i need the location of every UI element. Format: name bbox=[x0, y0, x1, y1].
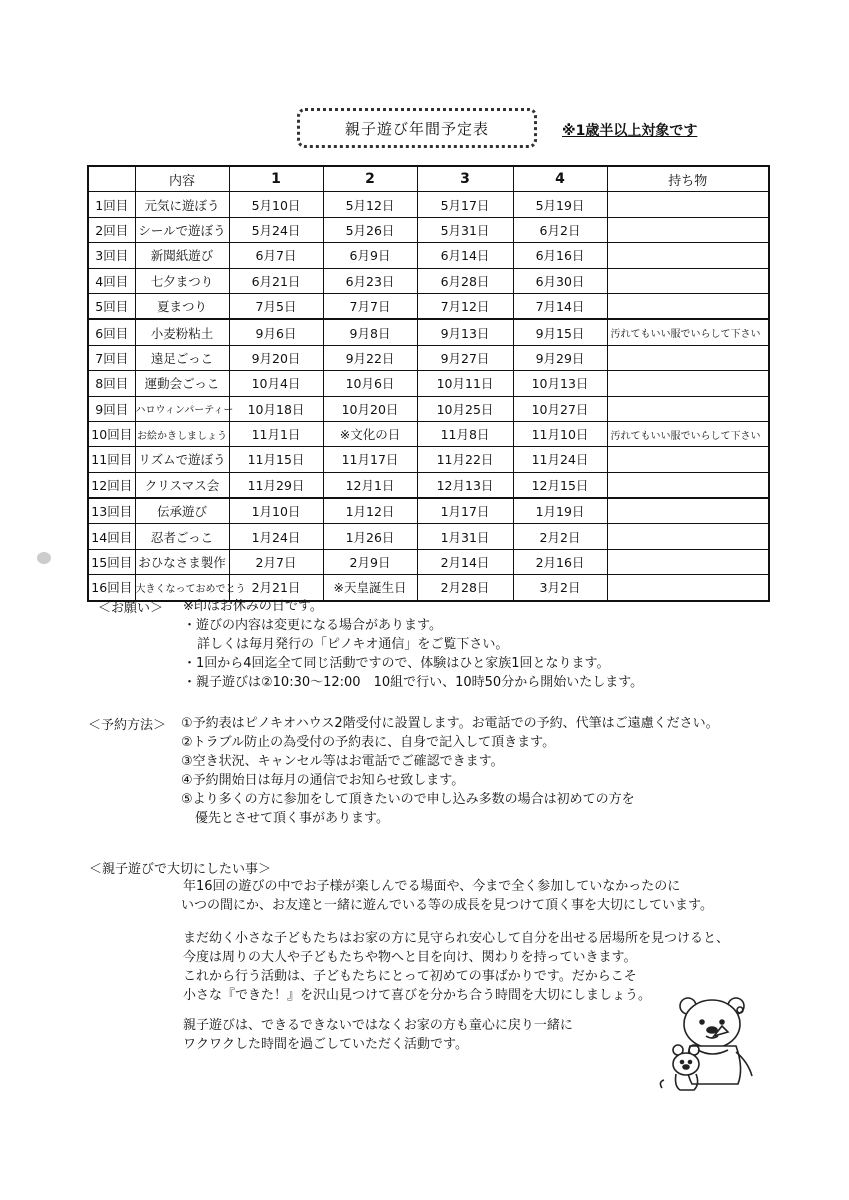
date-week-3: 10月25日 bbox=[417, 396, 513, 421]
date-week-4: 6月16日 bbox=[513, 243, 607, 268]
row-number: 2回目 bbox=[88, 217, 135, 242]
date-week-1: 2月7日 bbox=[229, 549, 323, 574]
date-week-1: 9月20日 bbox=[229, 345, 323, 370]
reservation-line: ③空き状況、キャンセル等はお電話でご確認できます。 bbox=[181, 754, 504, 769]
date-week-1: 9月6日 bbox=[229, 319, 323, 345]
items-to-bring bbox=[607, 396, 769, 421]
activity-name: 夏まつり bbox=[135, 293, 229, 319]
reservation-list bbox=[181, 714, 719, 828]
date-week-4: 6月30日 bbox=[513, 268, 607, 293]
date-week-2: 5月26日 bbox=[323, 217, 417, 242]
date-week-4: 1月19日 bbox=[513, 498, 607, 524]
date-week-4: 12月15日 bbox=[513, 472, 607, 498]
date-week-4: 10月27日 bbox=[513, 396, 607, 421]
important-line: いつの間にか、お友達と一緒に遊んでいる等の成長を見つけて頂く事を大切にしています。 bbox=[181, 898, 713, 913]
date-week-1: 1月10日 bbox=[229, 498, 323, 524]
row-number: 11回目 bbox=[88, 447, 135, 472]
date-week-1: 6月21日 bbox=[229, 268, 323, 293]
date-week-3: 9月13日 bbox=[417, 319, 513, 345]
date-week-1: 5月10日 bbox=[229, 192, 323, 217]
row-number: 6回目 bbox=[88, 319, 135, 345]
date-week-1: 11月15日 bbox=[229, 447, 323, 472]
reservation-line: 優先とさせて頂く事があります。 bbox=[195, 811, 389, 826]
header-week-4: 4 bbox=[513, 166, 607, 192]
requests-title: ＜お願い＞ bbox=[98, 601, 164, 616]
request-line: ・1回から4回迄全て同じ活動ですので、体験はひと家族1回となります。 bbox=[183, 656, 610, 671]
table-row bbox=[88, 421, 769, 446]
activity-name: リズムで遊ぼう bbox=[135, 447, 229, 472]
date-week-4: 2月16日 bbox=[513, 549, 607, 574]
date-week-1: 2月21日 bbox=[229, 575, 323, 601]
activity-name: 運動会ごっこ bbox=[135, 371, 229, 396]
row-number: 5回目 bbox=[88, 293, 135, 319]
activity-name: クリスマス会 bbox=[135, 472, 229, 498]
row-number: 15回目 bbox=[88, 549, 135, 574]
date-week-1: 6月7日 bbox=[229, 243, 323, 268]
activity-name: 大きくなっておめでとう bbox=[135, 575, 229, 601]
date-week-1: 5月24日 bbox=[229, 217, 323, 242]
date-week-4: 10月13日 bbox=[513, 371, 607, 396]
table-row bbox=[88, 319, 769, 345]
date-week-3: 11月22日 bbox=[417, 447, 513, 472]
activity-name: 遠足ごっこ bbox=[135, 345, 229, 370]
date-week-3: 6月14日 bbox=[417, 243, 513, 268]
reservation-line: ①予約表はピノキオハウス2階受付に設置します。お電話での予約、代筆はご遠慮ください。 bbox=[181, 716, 719, 731]
row-number: 8回目 bbox=[88, 371, 135, 396]
date-week-2: 11月17日 bbox=[323, 447, 417, 472]
date-week-1: 10月4日 bbox=[229, 371, 323, 396]
activity-name: お絵かきしましょう bbox=[135, 421, 229, 446]
table-row bbox=[88, 524, 769, 549]
items-to-bring bbox=[607, 371, 769, 396]
items-to-bring bbox=[607, 293, 769, 319]
date-week-1: 10月18日 bbox=[229, 396, 323, 421]
date-week-2: 12月1日 bbox=[323, 472, 417, 498]
row-number: 3回目 bbox=[88, 243, 135, 268]
date-week-2: 9月22日 bbox=[323, 345, 417, 370]
activity-name: 七夕まつり bbox=[135, 268, 229, 293]
items-to-bring bbox=[607, 243, 769, 268]
date-week-2: 6月9日 bbox=[323, 243, 417, 268]
row-number: 4回目 bbox=[88, 268, 135, 293]
table-row bbox=[88, 396, 769, 421]
date-week-2: ※天皇誕生日 bbox=[323, 575, 417, 601]
row-number: 16回目 bbox=[88, 575, 135, 601]
activity-name: 新聞紙遊び bbox=[135, 243, 229, 268]
date-week-2: ※文化の日 bbox=[323, 421, 417, 446]
schedule-table bbox=[87, 165, 770, 602]
request-line: ・親子遊びは②10:30～12:00 10組で行い、10時50分から開始いたします。 bbox=[183, 675, 644, 690]
date-week-4: 11月24日 bbox=[513, 447, 607, 472]
table-row bbox=[88, 345, 769, 370]
important-line: 年16回の遊びの中でお子様が楽しんでる場面や、今まで全く参加していなかったのに bbox=[183, 879, 681, 894]
items-to-bring: 汚れてもいい服でいらして下さい bbox=[607, 319, 769, 345]
reservation-line: ②トラブル防止の為受付の予約表に、自身で記入して頂きます。 bbox=[181, 735, 556, 750]
header-week-1: 1 bbox=[229, 166, 323, 192]
important-p3 bbox=[183, 1016, 573, 1054]
table-row bbox=[88, 268, 769, 293]
date-week-1: 11月1日 bbox=[229, 421, 323, 446]
date-week-4: 3月2日 bbox=[513, 575, 607, 601]
date-week-2: 5月12日 bbox=[323, 192, 417, 217]
date-week-1: 1月24日 bbox=[229, 524, 323, 549]
items-to-bring bbox=[607, 192, 769, 217]
date-week-4: 9月15日 bbox=[513, 319, 607, 345]
request-line: ・遊びの内容は変更になる場合があります。 bbox=[183, 618, 442, 633]
bear-mascot-illustration bbox=[648, 992, 760, 1092]
activity-name: 元気に遊ぼう bbox=[135, 192, 229, 217]
header-content: 内容 bbox=[135, 166, 229, 192]
header-week-2: 2 bbox=[323, 166, 417, 192]
date-week-3: 9月27日 bbox=[417, 345, 513, 370]
row-number: 14回目 bbox=[88, 524, 135, 549]
date-week-2: 1月26日 bbox=[323, 524, 417, 549]
date-week-1: 11月29日 bbox=[229, 472, 323, 498]
date-week-3: 2月14日 bbox=[417, 549, 513, 574]
date-week-3: 12月13日 bbox=[417, 472, 513, 498]
table-header-row bbox=[88, 166, 769, 192]
date-week-4: 5月19日 bbox=[513, 192, 607, 217]
requests-list bbox=[183, 597, 643, 692]
items-to-bring bbox=[607, 524, 769, 549]
table-row bbox=[88, 498, 769, 524]
reservation-title: ＜予約方法＞ bbox=[88, 718, 167, 733]
table-row bbox=[88, 192, 769, 217]
important-line: まだ幼く小さな子どもたちはお家の方に見守られ安心して自分を出せる居場所を見つけると、 bbox=[183, 931, 730, 946]
activity-name: 小麦粉粘土 bbox=[135, 319, 229, 345]
header-week-3: 3 bbox=[417, 166, 513, 192]
date-week-3: 1月31日 bbox=[417, 524, 513, 549]
row-number: 13回目 bbox=[88, 498, 135, 524]
target-age-note: ※1歳半以上対象です bbox=[562, 123, 698, 139]
items-to-bring: 汚れてもいい服でいらして下さい bbox=[607, 421, 769, 446]
date-week-2: 9月8日 bbox=[323, 319, 417, 345]
row-number: 12回目 bbox=[88, 472, 135, 498]
header-bring: 持ち物 bbox=[607, 166, 769, 192]
date-week-2: 1月12日 bbox=[323, 498, 417, 524]
table-row bbox=[88, 549, 769, 574]
activity-name: 忍者ごっこ bbox=[135, 524, 229, 549]
date-week-3: 2月28日 bbox=[417, 575, 513, 601]
table-row bbox=[88, 447, 769, 472]
row-number: 1回目 bbox=[88, 192, 135, 217]
reservation-line: ④予約開始日は毎月の通信でお知らせ致します。 bbox=[181, 773, 465, 788]
scan-smudge bbox=[37, 552, 51, 564]
table-row bbox=[88, 217, 769, 242]
important-line: 小さな『できた！』を沢山見つけて喜びを分かち合う時間を大切にしましょう。 bbox=[183, 988, 652, 1003]
important-line: これから行う活動は、子どもたちにとって初めての事ばかりです。だからこそ bbox=[183, 969, 637, 984]
schedule-body bbox=[88, 192, 769, 601]
activity-name: おひなさま製作 bbox=[135, 549, 229, 574]
reservation-line: ⑤より多くの方に参加をして頂きたいので申し込み多数の場合は初めての方を bbox=[181, 792, 635, 807]
date-week-3: 10月11日 bbox=[417, 371, 513, 396]
activity-name: シールで遊ぼう bbox=[135, 217, 229, 242]
items-to-bring bbox=[607, 345, 769, 370]
request-line: ※印はお休みの日です。 bbox=[183, 599, 323, 614]
important-p1 bbox=[183, 877, 713, 915]
items-to-bring bbox=[607, 472, 769, 498]
date-week-4: 2月2日 bbox=[513, 524, 607, 549]
date-week-3: 6月28日 bbox=[417, 268, 513, 293]
items-to-bring bbox=[607, 268, 769, 293]
items-to-bring bbox=[607, 217, 769, 242]
date-week-4: 7月14日 bbox=[513, 293, 607, 319]
activity-name: ハロウィンパーティー bbox=[135, 396, 229, 421]
items-to-bring bbox=[607, 498, 769, 524]
table-row bbox=[88, 293, 769, 319]
row-number: 7回目 bbox=[88, 345, 135, 370]
items-to-bring bbox=[607, 447, 769, 472]
date-week-2: 10月20日 bbox=[323, 396, 417, 421]
table-row bbox=[88, 371, 769, 396]
date-week-2: 2月9日 bbox=[323, 549, 417, 574]
activity-name: 伝承遊び bbox=[135, 498, 229, 524]
date-week-3: 1月17日 bbox=[417, 498, 513, 524]
important-line: ワクワクした時間を過ごしていただく活動です。 bbox=[183, 1037, 468, 1052]
date-week-2: 6月23日 bbox=[323, 268, 417, 293]
date-week-3: 5月17日 bbox=[417, 192, 513, 217]
important-line: 今度は周りの大人や子どもたちや物へと目を向け、関わりを持っていきます。 bbox=[183, 950, 637, 965]
page-title: 親子遊び年間予定表 bbox=[297, 108, 537, 148]
table-row bbox=[88, 243, 769, 268]
date-week-3: 5月31日 bbox=[417, 217, 513, 242]
date-week-3: 11月8日 bbox=[417, 421, 513, 446]
important-line: 親子遊びは、できるできないではなくお家の方も童心に戻り一緒に bbox=[183, 1018, 573, 1033]
date-week-2: 7月7日 bbox=[323, 293, 417, 319]
row-number: 9回目 bbox=[88, 396, 135, 421]
date-week-4: 9月29日 bbox=[513, 345, 607, 370]
date-week-3: 7月12日 bbox=[417, 293, 513, 319]
date-week-2: 10月6日 bbox=[323, 371, 417, 396]
date-week-1: 7月5日 bbox=[229, 293, 323, 319]
items-to-bring bbox=[607, 549, 769, 574]
request-line: 詳しくは毎月発行の「ピノキオ通信」をご覧下さい。 bbox=[197, 637, 509, 652]
row-number: 10回目 bbox=[88, 421, 135, 446]
header-nth bbox=[88, 166, 135, 192]
date-week-4: 11月10日 bbox=[513, 421, 607, 446]
table-row bbox=[88, 472, 769, 498]
date-week-4: 6月2日 bbox=[513, 217, 607, 242]
important-title: ＜親子遊びで大切にしたい事＞ bbox=[89, 862, 272, 877]
